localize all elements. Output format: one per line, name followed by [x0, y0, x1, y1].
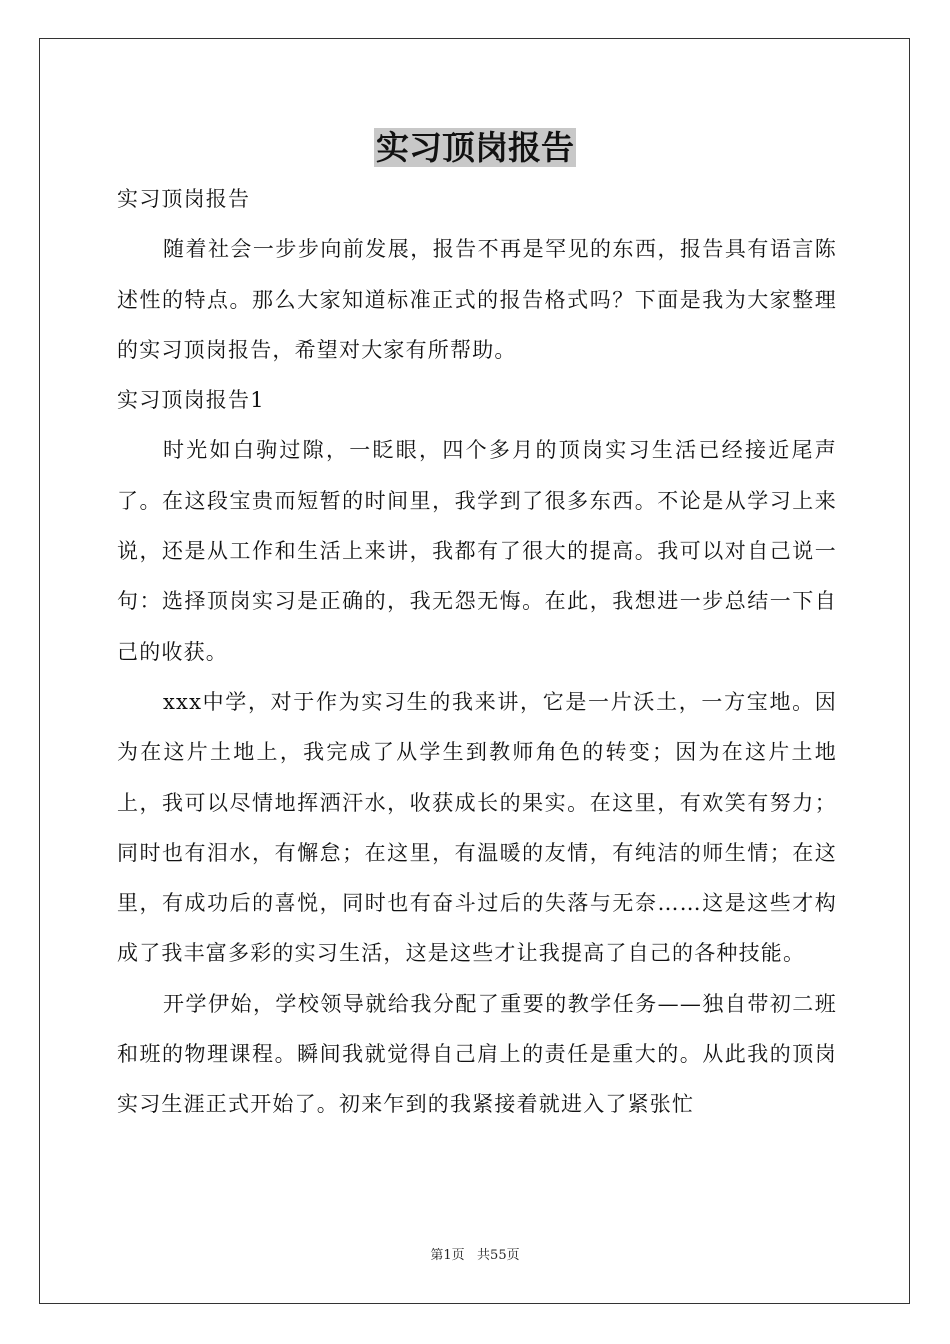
- paragraph: xxx中学，对于作为实习生的我来讲，它是一片沃土，一方宝地。因为在这片土地上，我完成了从学生到教师角色的转变；因为在这片土地上，我可以尽情地挥洒汗水，收获成长的果实。在这里，有欢笑有努力；同时也有泪水，有懈怠；在这里，有温暖的友情，有纯洁的师生情；在这里，有成功后的喜悦，同时也有奋斗过后的失落与无奈……这是这些才构成了我丰富多彩的实习生活，这是这些才让我提高了自己的各种技能。: [117, 689, 837, 966]
- paragraph: 时光如白驹过隙，一眨眼，四个多月的顶岗实习生活已经接近尾声了。在这段宝贵而短暂的时间里，我学到了很多东西。不论是从学习上来说，还是从工作和生活上来讲，我都有了很大的提高。我可以对自己说一句：选择顶岗实习是正确的，我无怨无悔。在此，我想进一步总结一下自己的收获。: [117, 438, 837, 664]
- section-heading: 实习顶岗报告1: [117, 388, 265, 413]
- paragraph: 随着社会一步步向前发展，报告不再是罕见的东西，报告具有语言陈述性的特点。那么大家知道标准正式的报告格式吗？下面是我为大家整理的实习顶岗报告，希望对大家有所帮助。: [117, 237, 837, 362]
- document-body: [117, 174, 837, 1130]
- document-title: [0, 126, 950, 170]
- paragraph: 开学伊始，学校领导就给我分配了重要的教学任务——独自带初二班和班的物理课程。瞬间我就觉得自己肩上的责任是重大的。从此我的顶岗实习生涯正式开始了。初来乍到的我紧接着就进入了紧张忙: [117, 991, 837, 1117]
- section-heading: 实习顶岗报告: [117, 187, 251, 211]
- document-title-text: 实习顶岗报告: [376, 128, 574, 167]
- page-footer: 第1页 共55页: [430, 1248, 520, 1263]
